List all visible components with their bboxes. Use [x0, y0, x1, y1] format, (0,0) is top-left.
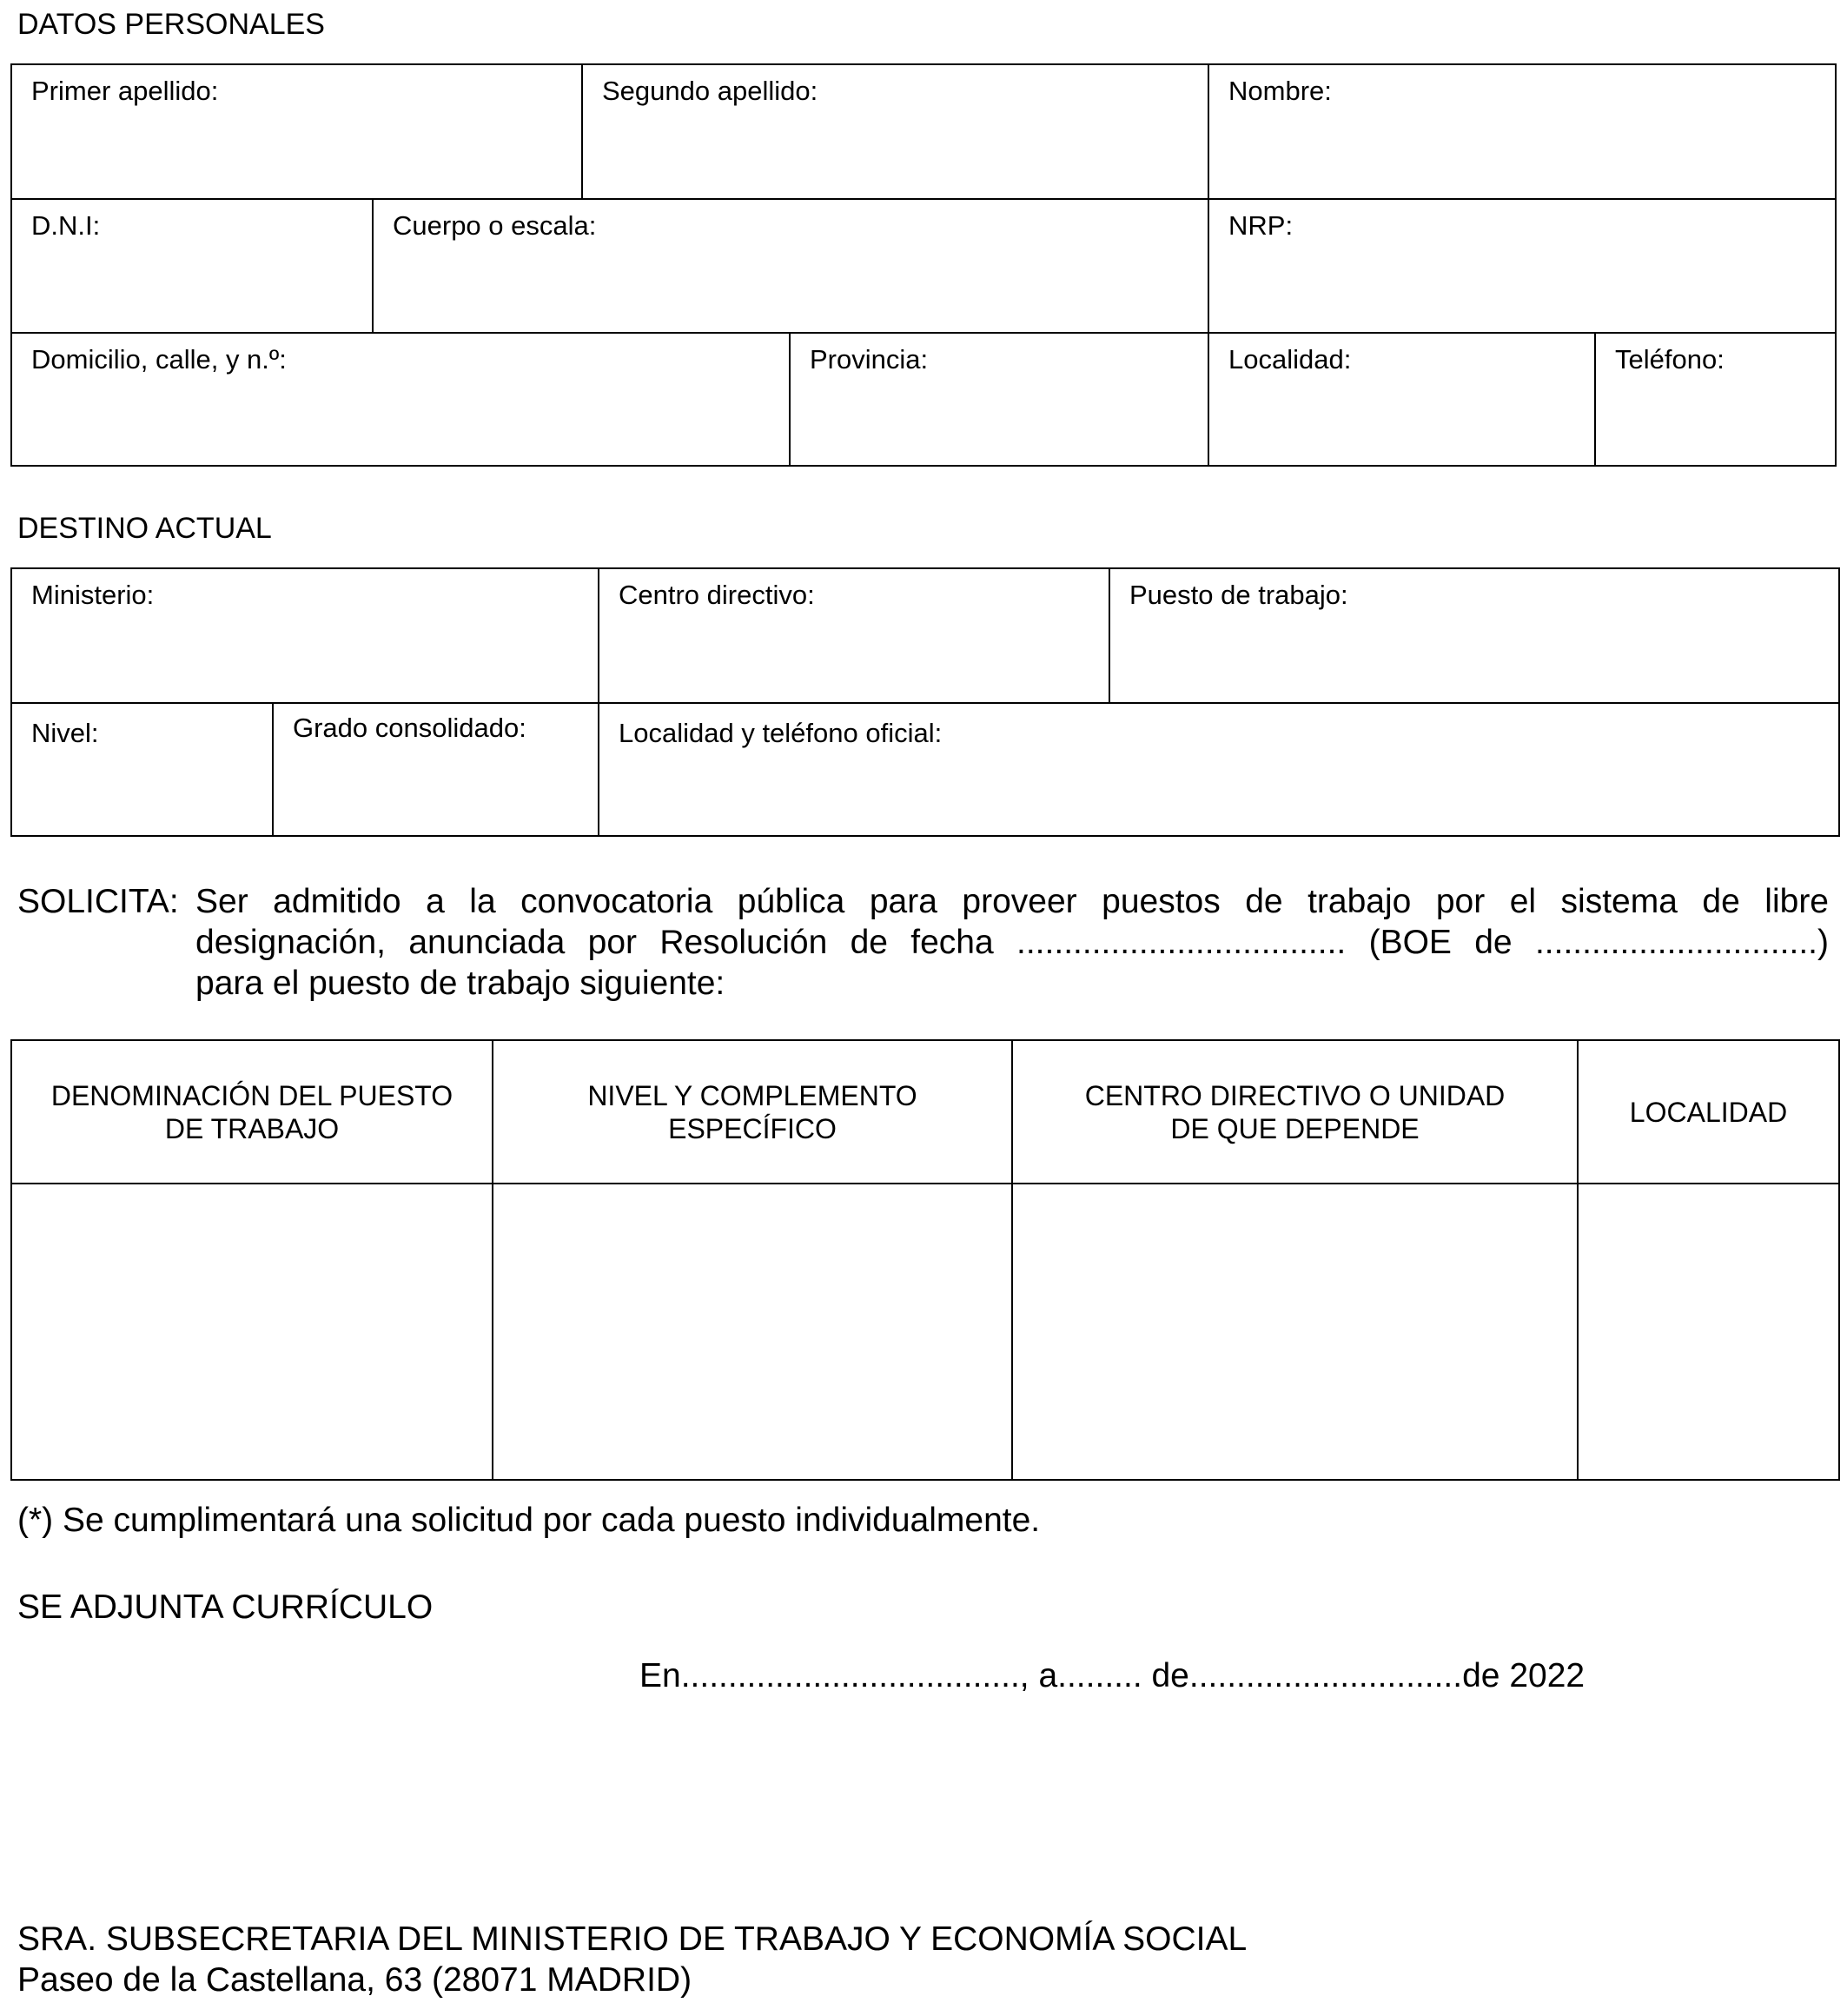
field-label: Centro directivo: — [619, 580, 815, 610]
solicita-line-2: designación, anunciada por Resolución de fecha ................................... (BOE de ..............................) — [195, 924, 1829, 961]
field-dni[interactable] — [12, 200, 372, 332]
field-cuerpo-escala[interactable] — [374, 200, 1208, 332]
field-localidad-telefono-oficial[interactable] — [599, 704, 1838, 835]
field-label: NRP: — [1228, 210, 1294, 241]
field-primer-apellido[interactable] — [12, 65, 581, 198]
solicita-line-3: para el puesto de trabajo siguiente: — [195, 965, 725, 1002]
field-label: Segundo apellido: — [602, 76, 818, 106]
solicita-line-1: Ser admitido a la convocatoria pública para proveer puestos de trabajo por el sistema de libre — [195, 883, 1829, 920]
field-label: Provincia: — [810, 344, 929, 375]
field-localidad[interactable] — [1209, 334, 1594, 465]
field-label: Teléfono: — [1615, 344, 1725, 375]
field-telefono[interactable] — [1596, 334, 1835, 465]
field-label: Puesto de trabajo: — [1129, 580, 1348, 610]
table-cell-centro[interactable] — [1013, 1184, 1577, 1479]
field-grado-consolidado[interactable] — [274, 704, 598, 835]
destino-actual-box — [10, 567, 1840, 837]
table-header-nivel: NIVEL Y COMPLEMENTO ESPECÍFICO — [587, 1079, 917, 1144]
table-cell-localidad[interactable] — [1579, 1184, 1838, 1479]
table-header-denominacion: DENOMINACIÓN DEL PUESTO DE TRABAJO — [50, 1079, 453, 1144]
field-ministerio[interactable] — [12, 569, 598, 702]
field-centro-directivo[interactable] — [599, 569, 1109, 702]
puesto-table — [10, 1039, 1840, 1481]
field-segundo-apellido[interactable] — [583, 65, 1208, 198]
recipient-line-2: Paseo de la Castellana, 63 (28071 MADRID) — [17, 1961, 692, 1999]
field-label: Primer apellido: — [31, 76, 219, 106]
field-label: D.N.I: — [31, 210, 101, 241]
field-label: Grado consolidado: — [293, 713, 526, 743]
field-label: Localidad y teléfono oficial: — [619, 718, 943, 748]
field-label: Nombre: — [1228, 76, 1332, 106]
footnote: (*) Se cumplimentará una solicitud por cada puesto individualmente. — [17, 1502, 1041, 1539]
table-cell-nivel[interactable] — [493, 1184, 1011, 1479]
table-header-localidad: LOCALIDAD — [1629, 1096, 1788, 1128]
table-header-centro: CENTRO DIRECTIVO O UNIDAD DE QUE DEPENDE — [1084, 1079, 1506, 1144]
adjunta-curriculo: SE ADJUNTA CURRÍCULO — [17, 1588, 434, 1626]
date-place-line: En...................................., a......... de.............................de 2022 — [639, 1657, 1586, 1694]
section-title-destino-actual: DESTINO ACTUAL — [17, 512, 272, 545]
solicita-label: SOLICITA: — [17, 883, 179, 920]
datos-personales-box — [10, 63, 1837, 467]
field-label: Domicilio, calle, y n.º: — [31, 344, 287, 375]
field-domicilio[interactable] — [12, 334, 789, 465]
table-cell-denominacion[interactable] — [12, 1184, 492, 1479]
field-label: Localidad: — [1228, 344, 1352, 375]
field-nivel[interactable] — [12, 704, 272, 835]
field-label: Cuerpo o escala: — [393, 210, 597, 241]
field-nrp[interactable] — [1209, 200, 1835, 332]
field-puesto-trabajo[interactable] — [1110, 569, 1838, 702]
field-nombre[interactable] — [1209, 65, 1835, 198]
field-provincia[interactable] — [791, 334, 1208, 465]
field-label: Nivel: — [31, 718, 99, 748]
section-title-datos-personales: DATOS PERSONALES — [17, 8, 325, 41]
field-label: Ministerio: — [31, 580, 155, 610]
recipient-line-1: SRA. SUBSECRETARIA DEL MINISTERIO DE TRABAJO Y ECONOMÍA SOCIAL — [17, 1920, 1248, 1958]
